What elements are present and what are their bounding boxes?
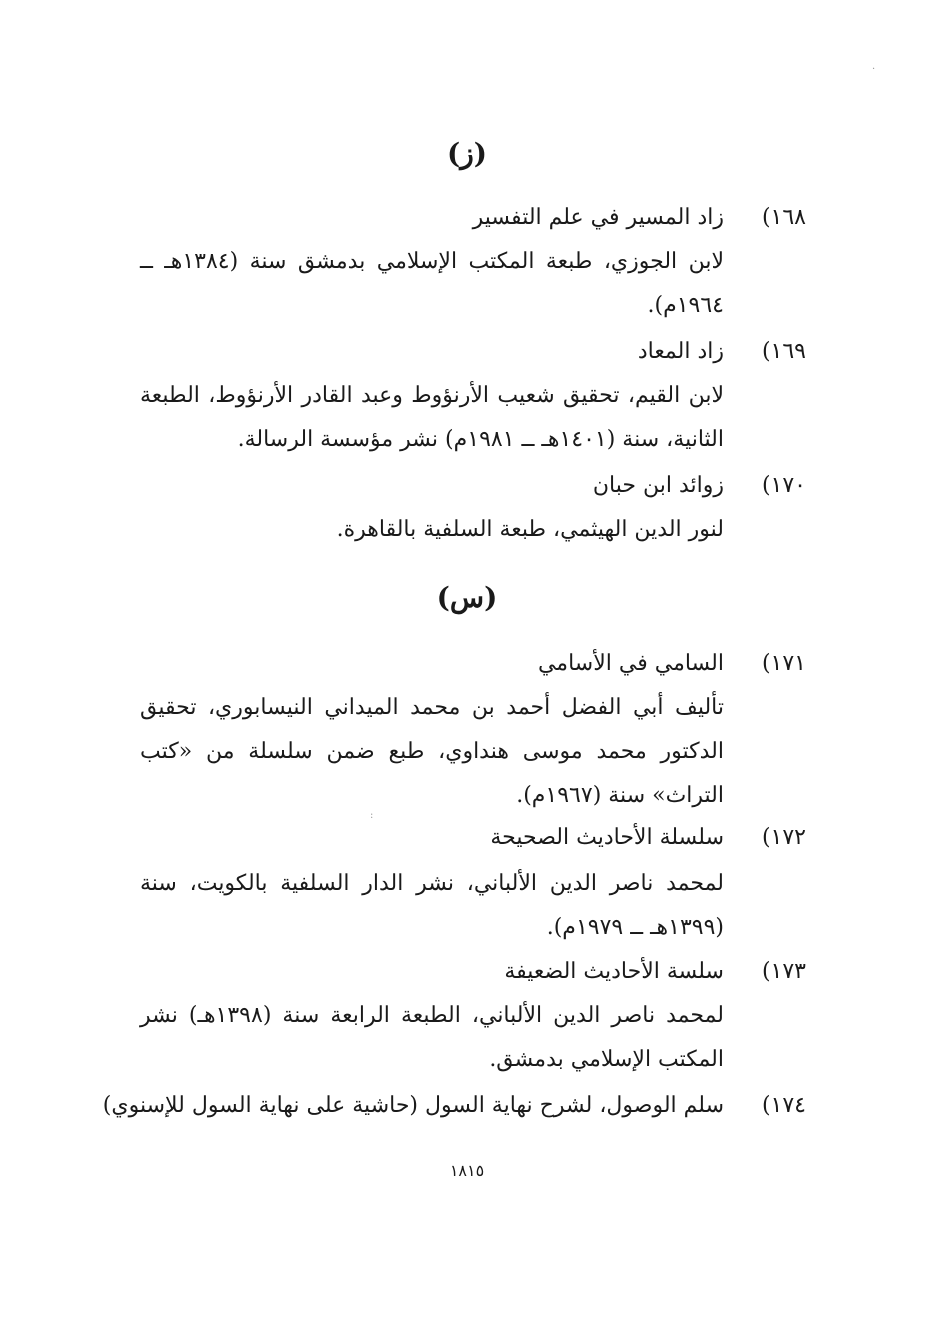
entry-title: زاد المعاد <box>637 339 724 364</box>
entry-title: زوائد ابن حبان <box>592 473 724 498</box>
entry-number: ١٧٢) <box>761 825 806 850</box>
entry-number: ١٦٨) <box>761 205 806 230</box>
scan-speck: · <box>872 64 876 75</box>
entry-detail: لنور الدين الهيثمي، طبعة السلفية بالقاهرة. <box>336 517 724 542</box>
entry-number: ١٧٣) <box>761 959 806 984</box>
entry-detail: لابن الجوزي، طبعة المكتب الإسلامي بدمشق سنة (١٣٨٤هـ ــ ١٩٦٤م). <box>140 249 724 318</box>
entry-title: زاد المسير في علم التفسير <box>472 205 724 230</box>
entry-detail: لابن القيم، تحقيق شعيب الأرنؤوط وعبد القادر الأرنؤوط، الطبعة الثانية، سنة (١٤٠١هـ ــ ١٩٨١م) نشر مؤسسة الرسالة. <box>140 383 724 452</box>
entry-title: سلسلة الأحاديث الصحيحة <box>490 825 724 850</box>
page-number: ١٨١٥ <box>449 1161 485 1180</box>
scan-speck: : <box>370 810 374 821</box>
entry-title: السامي في الأسامي <box>537 651 724 676</box>
entry-number: ١٧٤) <box>761 1093 806 1118</box>
entry-title: سلسة الأحاديث الضعيفة <box>504 959 724 984</box>
entry-title: سلم الوصول، لشرح نهاية السول (حاشية على نهاية السول للإسنوي) <box>102 1093 724 1118</box>
entry-detail: تأليف أبي الفضل أحمد بن محمد الميداني النيسابوري، تحقيق الدكتور محمد موسى هنداوي، طبع ضمن سلسلة من «كتب التراث» سنة (١٩٦٧م). <box>140 695 724 808</box>
section-heading-seen: (س) <box>436 581 498 614</box>
entry-number: ١٦٩) <box>761 339 806 364</box>
entry-number: ١٧١) <box>761 651 806 676</box>
entry-detail: لمحمد ناصر الدين الألباني، نشر الدار السلفية بالكويت، سنة (١٣٩٩هـ ــ ١٩٧٩م). <box>140 871 724 940</box>
entry-detail: لمحمد ناصر الدين الألباني، الطبعة الرابعة سنة (١٣٩٨هـ) نشر المكتب الإسلامي بدمشق. <box>140 1003 724 1072</box>
entry-number: ١٧٠) <box>761 473 806 498</box>
section-heading-zay: (ز) <box>446 137 488 170</box>
